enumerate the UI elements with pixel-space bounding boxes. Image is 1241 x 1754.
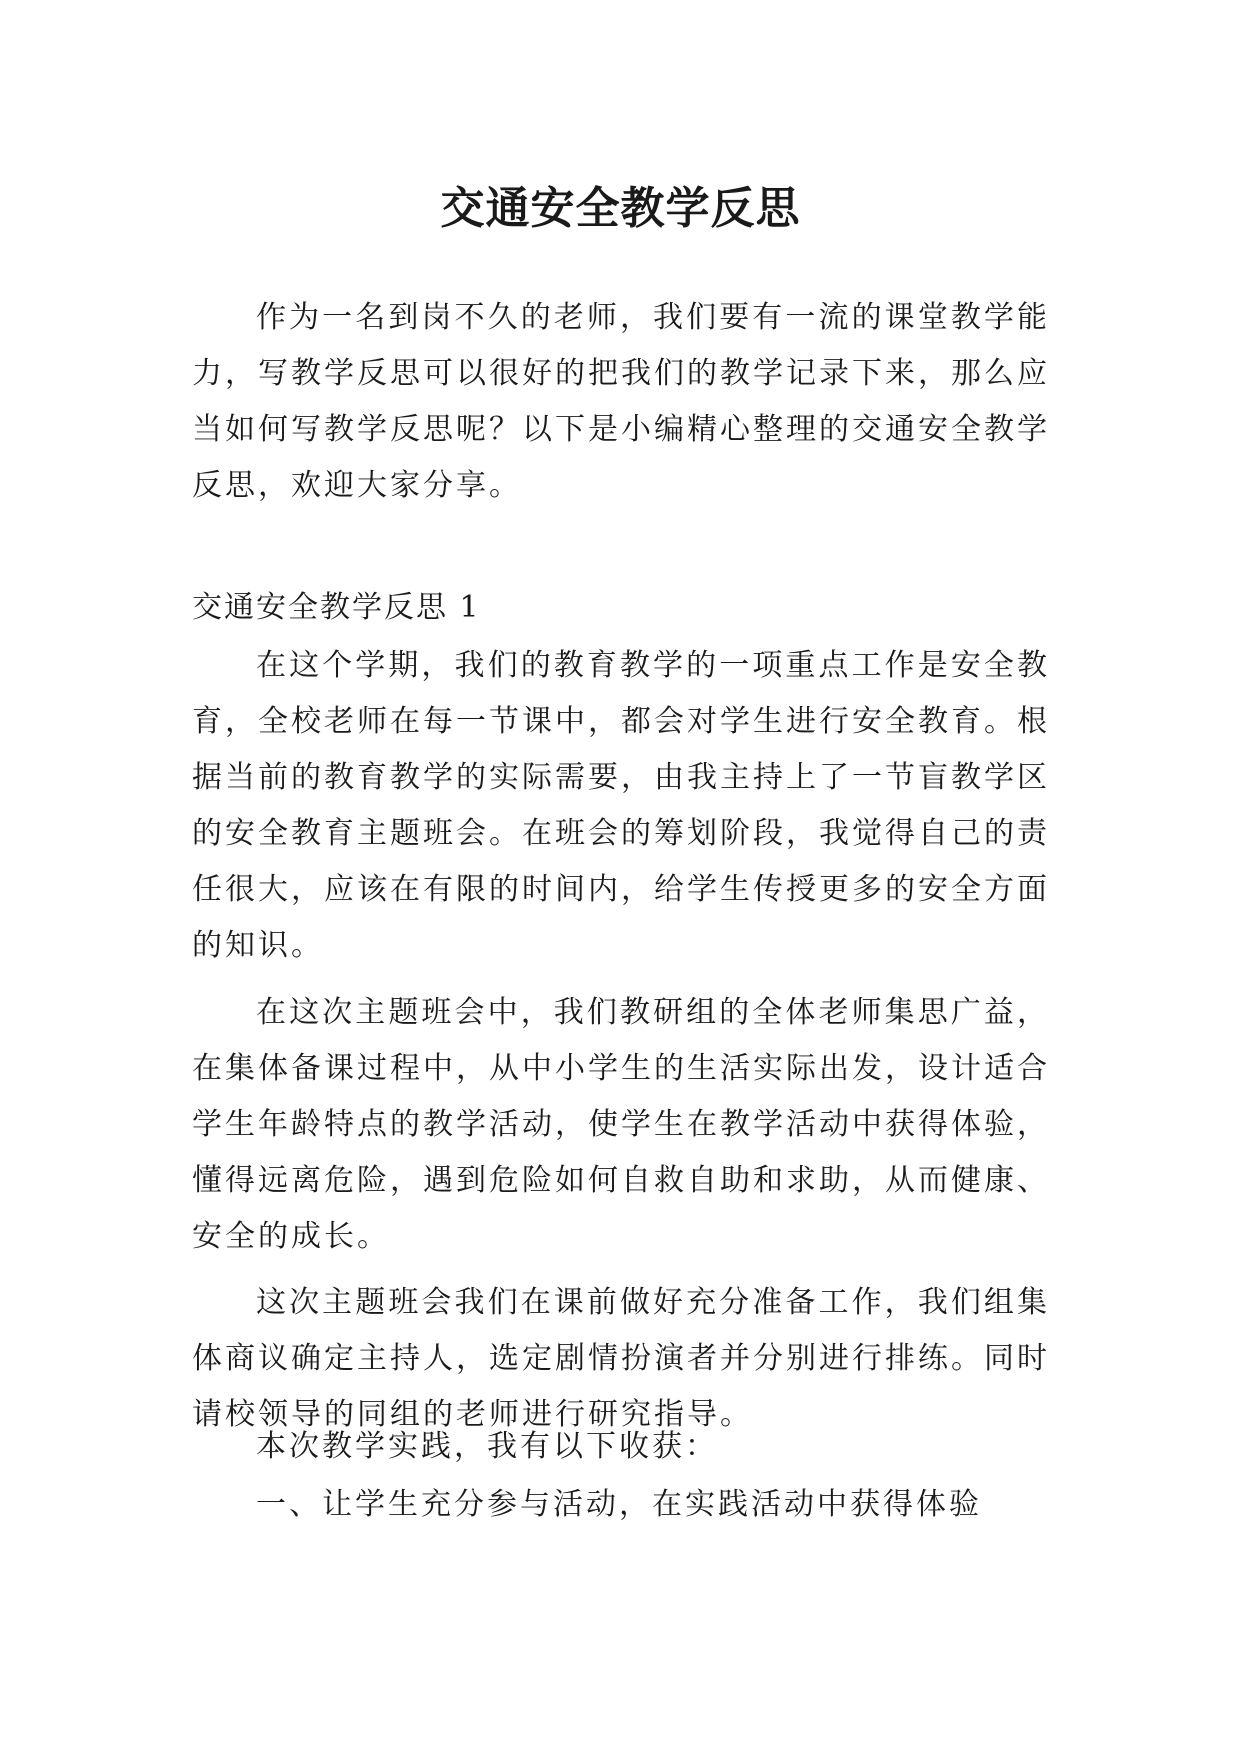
body-paragraph: 一、让学生充分参与活动，在实践活动中获得体验: [256, 1487, 982, 1522]
body-paragraph: 在这个学期，我们的教育教学的一项重点工作是安全教育，全校老师在每一节课中，都会对学生进行安全教育。根据当前的教育教学的实际需要，由我主持上了一节盲教学区的安全教育主题班会。在班会的筹划阶段，我觉得自己的责任很大，应该在有限的时间内，给学生传授更多的安全方面的知识。: [192, 648, 1050, 963]
section-heading: 交通安全教学反思 1: [192, 590, 481, 625]
body-paragraph: 本次教学实践，我有以下收获：: [256, 1429, 718, 1464]
body-paragraph: 这次主题班会我们在课前做好充分准备工作，我们组集体商议确定主持人，选定剧情扮演者并分别进行排练。同时请校领导的同组的老师进行研究指导。: [192, 1285, 1050, 1432]
document-title: 交通安全教学反思: [440, 183, 801, 235]
body-paragraph: 在这次主题班会中，我们教研组的全体老师集思广益，在集体备课过程中，从中小学生的生活实际出发，设计适合学生年龄特点的教学活动，使学生在教学活动中获得体验，懂得远离危险，遇到危险如何自救自助和求助，从而健康、安全的成长。: [192, 995, 1050, 1254]
intro-paragraph: 作为一名到岗不久的老师，我们要有一流的课堂教学能力，写教学反思可以很好的把我们的教学记录下来，那么应当如何写教学反思呢？以下是小编精心整理的交通安全教学反思，欢迎大家分享。: [192, 300, 1050, 503]
